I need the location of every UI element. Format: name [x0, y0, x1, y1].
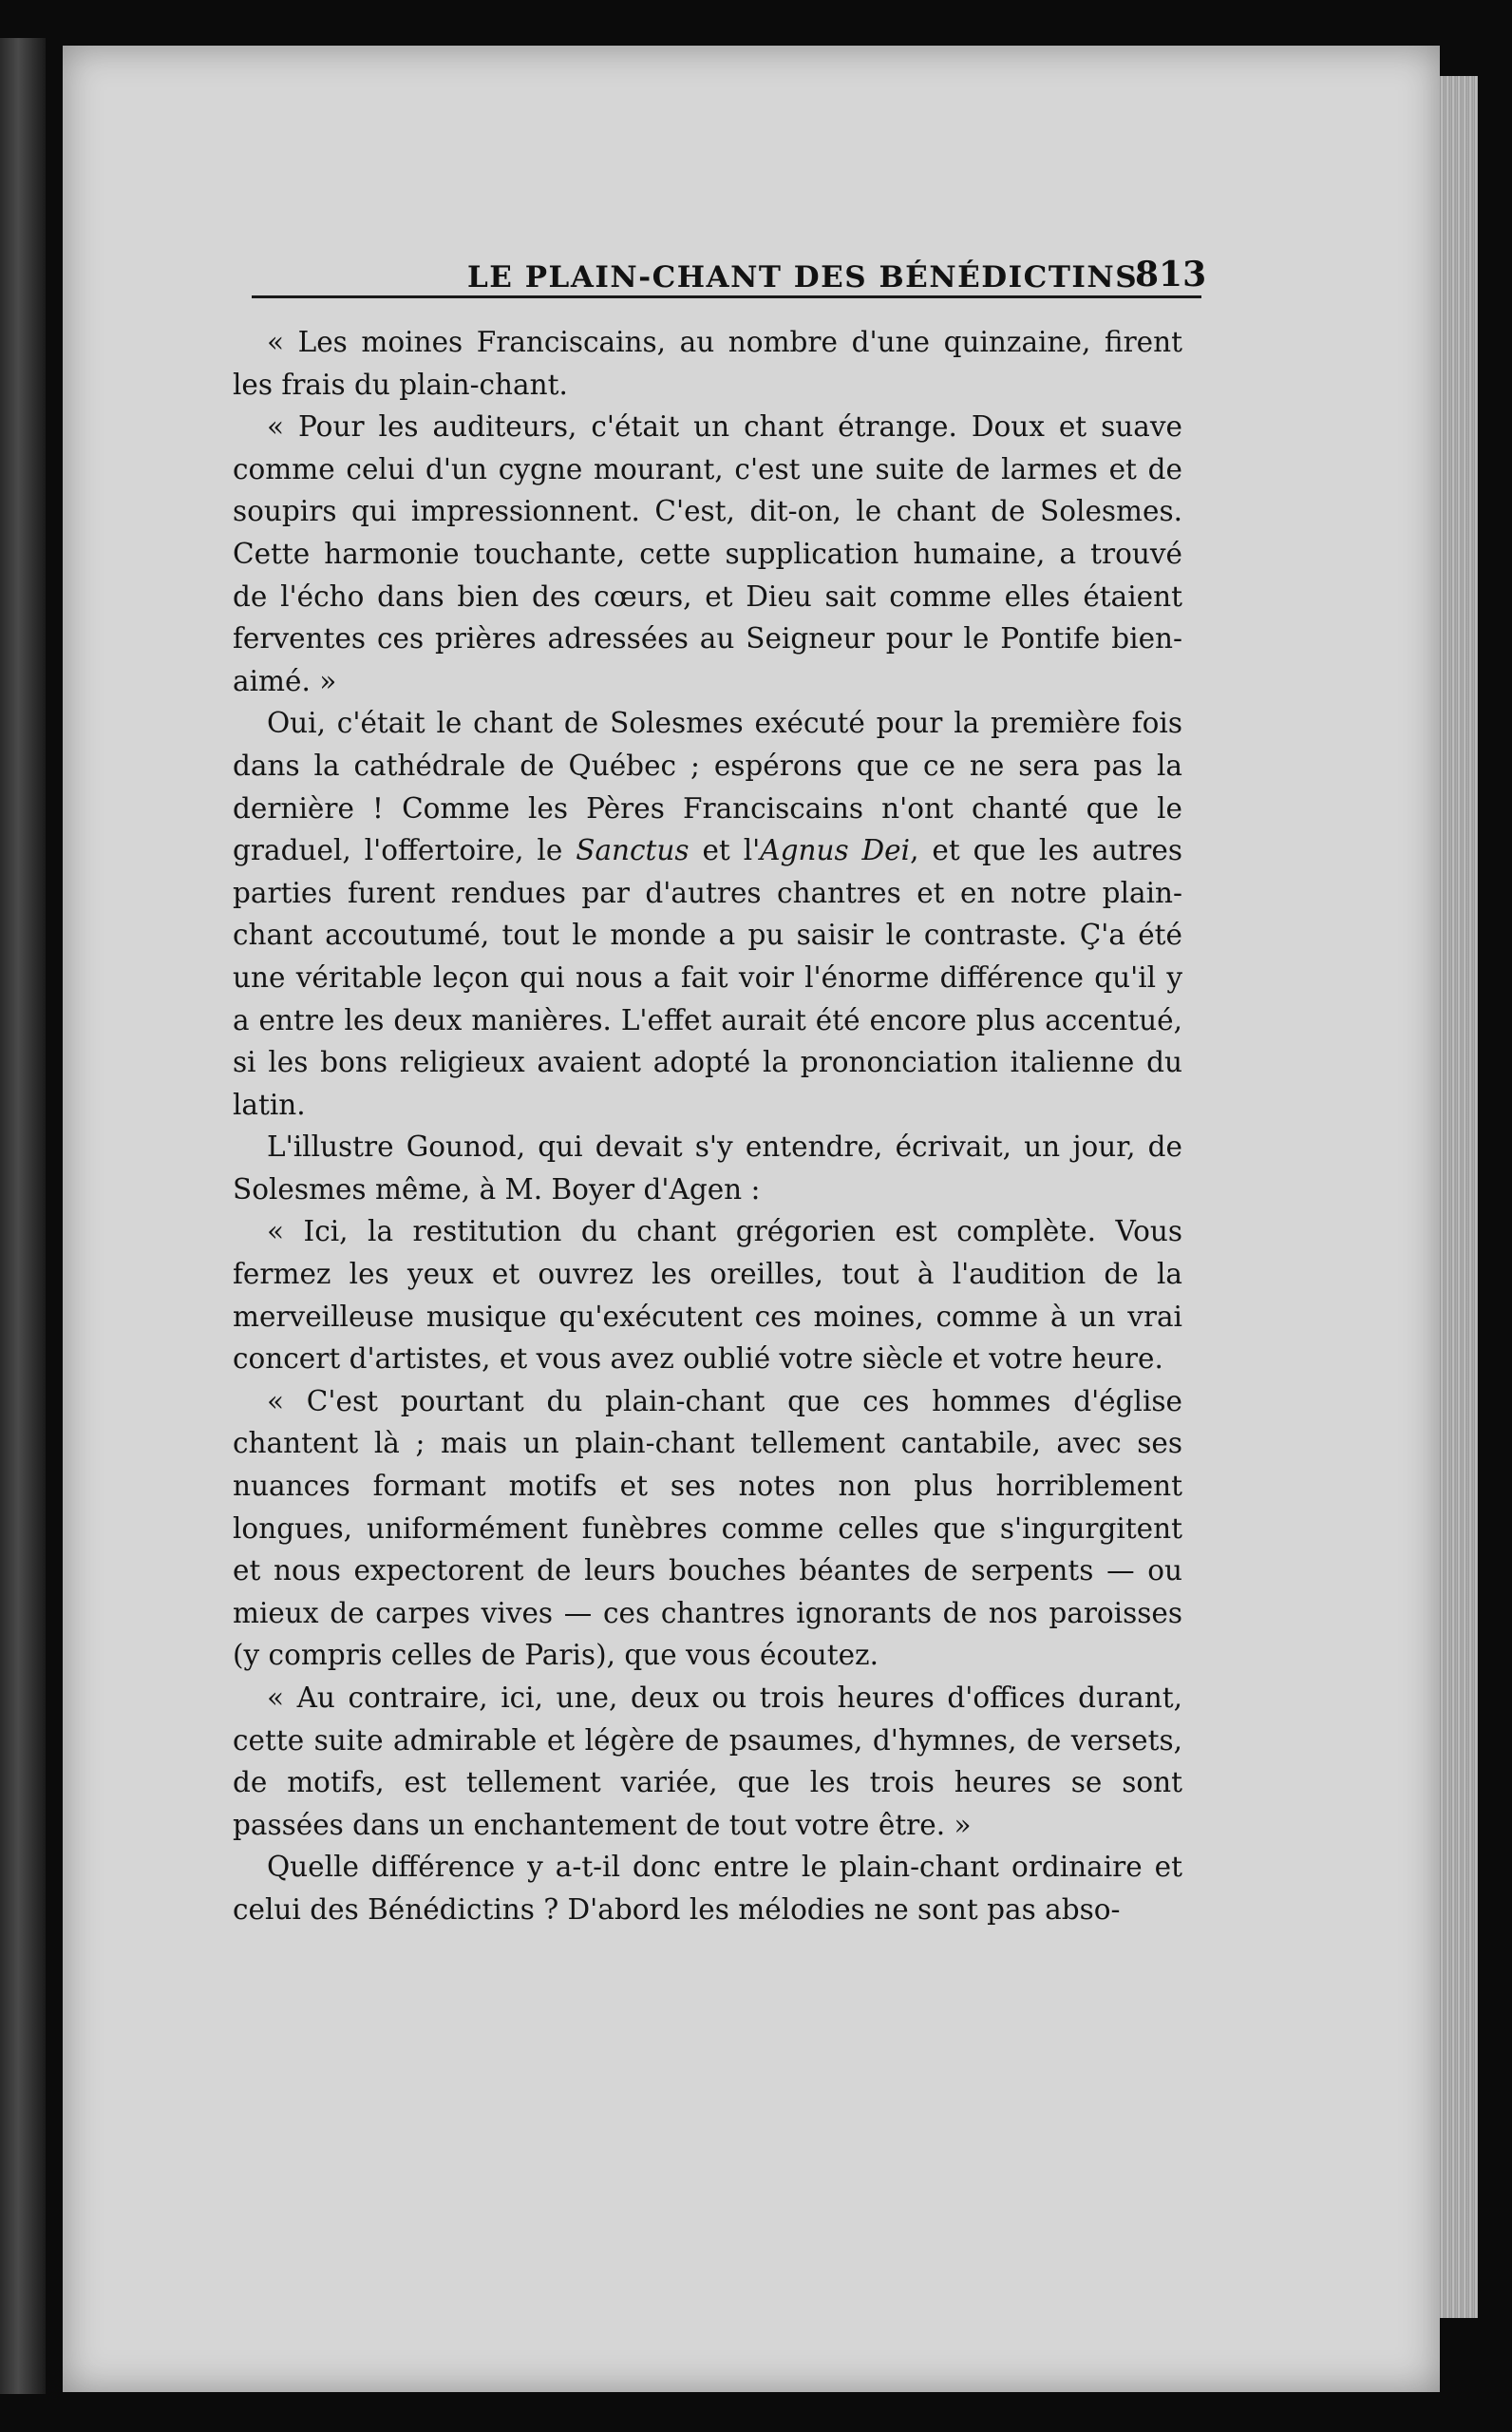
paragraph	[233, 1126, 1182, 1210]
text-run: « C'est pourtant du plain-chant que ces hommes d'église chantent là ; mais un plain-chant tellement cantabile, avec ses nuances formant motifs et ses notes non plus horriblement longues, uniformément funèbres comme celles que s'ingurgitent et nous expectorent de leurs bouches béantes de serpents — ou mieux de carpes vives — ces chantres ignorants de nos paroisses (y compris celles de Paris), que vous écoutez.	[233, 1384, 1182, 1672]
running-title: LE PLAIN-CHANT DES BÉNÉDICTINS	[467, 260, 1139, 294]
paragraph	[233, 321, 1182, 406]
text-run: « Au contraire, ici, une, deux ou trois heures d'offices durant, cette suite admirable et légère de psaumes, d'hymnes, de versets, de motifs, est tellement variée, que les trois heures se sont passées dans un enchantement de tout votre être. »	[233, 1682, 1182, 1841]
text-run: « Pour les auditeurs, c'était un chant étrange. Doux et suave comme celui d'un cygne mourant, c'est une suite de larmes et de soupirs qui impressionnent. C'est, dit-on, le chant de Solesmes. Cette harmonie touchante, cette supplication humaine, a trouvé de l'écho dans bien des cœurs, et Dieu sait comme elles étaient ferventes ces prières adressées au Seigneur pour le Pontife bien-aimé. »	[233, 410, 1182, 697]
paragraph	[233, 702, 1182, 1126]
italic-text: Sanctus	[576, 834, 690, 867]
paragraph	[233, 1846, 1182, 1930]
body-text	[233, 321, 1182, 1931]
paragraph	[233, 1677, 1182, 1846]
previous-page-edge	[0, 38, 46, 2394]
text-run: Quelle différence y a-t-il donc entre le plain-chant ordinaire et celui des Bénédictins ? D'abord les mélodies ne sont pas abso-	[233, 1851, 1182, 1926]
text-run: Oui, c'était le chant de Solesmes exécuté pour la première fois dans la cathédrale de Québec ; espérons que ce ne sera pas la dernière ! Comme les Pères Franciscains n'ont chanté que le graduel, l'offertoire, le	[233, 707, 1182, 867]
header-rule	[252, 295, 1201, 298]
text-run: « Les moines Franciscains, au nombre d'une quinzaine, firent les frais du plain-chant.	[233, 326, 1182, 401]
paragraph	[233, 406, 1182, 702]
text-run: L'illustre Gounod, qui devait s'y entendre, écrivait, un jour, de Solesmes même, à M. Boyer d'Agen :	[233, 1130, 1182, 1206]
paragraph	[233, 1380, 1182, 1677]
page-fore-edge	[1440, 76, 1478, 2318]
text-run: , et que les autres parties furent rendues par d'autres chantres et en notre plain-chant accoutumé, tout le monde a pu saisir le contraste. Ç'a été une véritable leçon qui nous a fait voir l'énorme différence qu'il y a entre les deux manières. L'effet aurait été encore plus accentué, si les bons religieux avaient adopté la prononciation italienne du latin.	[233, 834, 1183, 1121]
paragraph	[233, 1210, 1182, 1379]
italic-text: Agnus Dei	[760, 834, 911, 867]
text-run: et l'	[689, 834, 761, 867]
text-run: « Ici, la restitution du chant grégorien est complète. Vous fermez les yeux et ouvrez les oreilles, tout à l'audition de la merveilleuse musique qu'exécutent ces moines, comme à un vrai concert d'artistes, et vous avez oublié votre siècle et votre heure.	[233, 1215, 1182, 1376]
page-number: 813	[1135, 255, 1207, 294]
